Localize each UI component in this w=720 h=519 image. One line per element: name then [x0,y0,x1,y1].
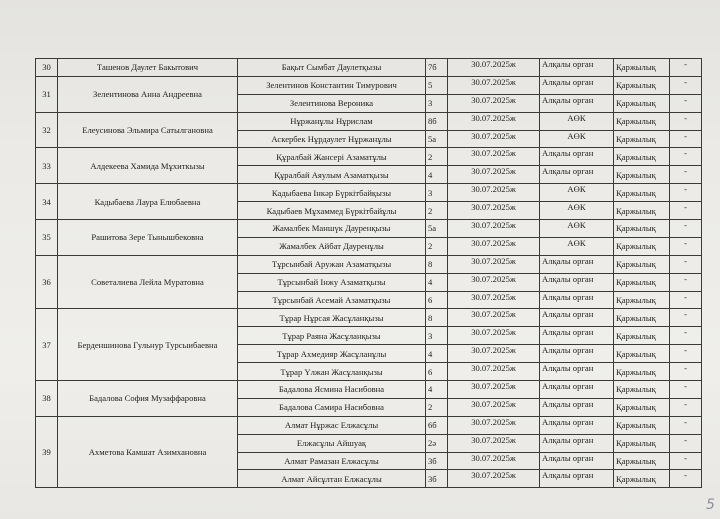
child-grade: 8 [426,309,448,327]
support-type: Қаржылық [614,184,670,202]
child-name: Тұрсынбай Інжу Азаматқызы [238,273,426,291]
note-cell: - [670,273,702,291]
table-row [36,381,702,399]
support-type: Қаржылық [614,76,670,94]
row-number: 37 [36,309,58,381]
date-cell: 30.07.2025ж [448,255,540,273]
organ-cell: Алқалы орган [540,166,614,184]
child-name: Бадалова Самира Насибовна [238,398,426,416]
child-name: Зелентинова Вероника [238,94,426,112]
date-cell: 30.07.2025ж [448,184,540,202]
parent-name: Елеусинова Эльмира Сатылгановна [58,112,238,148]
note-cell: - [670,166,702,184]
support-type: Қаржылық [614,130,670,148]
support-type: Қаржылық [614,363,670,381]
row-number: 34 [36,184,58,220]
child-grade: 5 [426,76,448,94]
note-cell: - [670,381,702,399]
child-name: Тұрсынбай Асемай Азаматқызы [238,291,426,309]
child-name: Құралбай Жансері Азаматұлы [238,148,426,166]
note-cell: - [670,291,702,309]
note-cell: - [670,398,702,416]
organ-cell: АӨК [540,237,614,255]
child-grade: 6б [426,416,448,434]
table-body [36,59,702,488]
date-cell: 30.07.2025ж [448,381,540,399]
support-type: Қаржылық [614,345,670,363]
child-grade: 3 [426,184,448,202]
organ-cell: Алқалы орган [540,452,614,470]
child-grade: 8 [426,255,448,273]
date-cell: 30.07.2025ж [448,76,540,94]
date-cell: 30.07.2025ж [448,202,540,220]
child-name: Тұрар Нұрсая Жасұланқызы [238,309,426,327]
organ-cell: Алқалы орган [540,416,614,434]
organ-cell: Алқалы орган [540,398,614,416]
table-row [36,220,702,238]
parent-name: Зелентинова Анна Андреевна [58,76,238,112]
date-cell: 30.07.2025ж [448,220,540,238]
child-name: Кадыбаева Інкәр Бүркітбайқызы [238,184,426,202]
date-cell: 30.07.2025ж [448,416,540,434]
child-grade: 3 [426,94,448,112]
organ-cell: АӨК [540,202,614,220]
child-name: Алмат Айсұлтан Елжасұлы [238,470,426,488]
child-name: Бадалова Ясмина Насибовна [238,381,426,399]
date-cell: 30.07.2025ж [448,291,540,309]
row-number: 31 [36,76,58,112]
date-cell: 30.07.2025ж [448,237,540,255]
note-cell: - [670,470,702,488]
child-grade: 2ә [426,434,448,452]
note-cell: - [670,94,702,112]
date-cell: 30.07.2025ж [448,470,540,488]
child-grade: 6 [426,291,448,309]
date-cell: 30.07.2025ж [448,363,540,381]
row-number: 36 [36,255,58,309]
note-cell: - [670,363,702,381]
note-cell: - [670,130,702,148]
date-cell: 30.07.2025ж [448,59,540,77]
child-grade: 4 [426,273,448,291]
child-grade: 7б [426,59,448,77]
child-grade: 2 [426,202,448,220]
table-row [36,255,702,273]
organ-cell: Алқалы орган [540,470,614,488]
parent-name: Кадыбаева Лаура Елюбаевна [58,184,238,220]
note-cell: - [670,76,702,94]
date-cell: 30.07.2025ж [448,327,540,345]
organ-cell: Алқалы орган [540,434,614,452]
note-cell: - [670,345,702,363]
support-type: Қаржылық [614,148,670,166]
support-type: Қаржылық [614,381,670,399]
note-cell: - [670,220,702,238]
row-number: 30 [36,59,58,77]
date-cell: 30.07.2025ж [448,452,540,470]
organ-cell: Алқалы орган [540,148,614,166]
child-name: Жамалбек Айбат Дауренұлы [238,237,426,255]
child-grade: 8б [426,112,448,130]
table-row [36,59,702,77]
support-type: Қаржылық [614,255,670,273]
support-type: Қаржылық [614,112,670,130]
note-cell: - [670,148,702,166]
note-cell: - [670,327,702,345]
note-cell: - [670,59,702,77]
child-grade: 5а [426,220,448,238]
date-cell: 30.07.2025ж [448,309,540,327]
child-grade: 2 [426,398,448,416]
note-cell: - [670,416,702,434]
child-name: Нұржанұлы Нұрислам [238,112,426,130]
support-type: Қаржылық [614,398,670,416]
row-number: 33 [36,148,58,184]
date-cell: 30.07.2025ж [448,130,540,148]
child-grade: 3б [426,470,448,488]
support-type: Қаржылық [614,470,670,488]
table-row [36,148,702,166]
table-row [36,184,702,202]
child-grade: 6 [426,363,448,381]
support-type: Қаржылық [614,273,670,291]
organ-cell: Алқалы орган [540,59,614,77]
note-cell: - [670,452,702,470]
organ-cell: АӨК [540,220,614,238]
child-name: Тұрар Раяна Жасұланқызы [238,327,426,345]
date-cell: 30.07.2025ж [448,345,540,363]
note-cell: - [670,202,702,220]
note-cell: - [670,184,702,202]
support-type: Қаржылық [614,59,670,77]
child-name: Алмат Рамазан Елжасұлы [238,452,426,470]
child-name: Кадыбаев Мұхаммед Бүркітбайұлы [238,202,426,220]
support-type: Қаржылық [614,202,670,220]
date-cell: 30.07.2025ж [448,273,540,291]
organ-cell: Алқалы орган [540,291,614,309]
child-grade: 3 [426,327,448,345]
organ-cell: АӨК [540,130,614,148]
table-row [36,309,702,327]
child-name: Елжасұлы Айшуақ [238,434,426,452]
date-cell: 30.07.2025ж [448,166,540,184]
table-row [36,416,702,434]
child-name: Тұрар Ахмедияр Жасұланұлы [238,345,426,363]
note-cell: - [670,112,702,130]
child-name: Аскербек Нұрдаулет Нұржанұлы [238,130,426,148]
support-type: Қаржылық [614,452,670,470]
parent-name: Советалиева Лейла Муратовна [58,255,238,309]
organ-cell: Алқалы орган [540,255,614,273]
date-cell: 30.07.2025ж [448,148,540,166]
parent-name: Ташенов Даулет Бакытович [58,59,238,77]
child-name: Құралбай Аяулым Азаматқызы [238,166,426,184]
child-name: Тұрар Үлжан Жасұланқызы [238,363,426,381]
child-grade: 5а [426,130,448,148]
support-type: Қаржылық [614,327,670,345]
families-table [35,58,702,488]
organ-cell: Алқалы орган [540,345,614,363]
child-grade: 3б [426,452,448,470]
organ-cell: Алқалы орган [540,363,614,381]
parent-name: Ахметова Камшат Азимхановна [58,416,238,488]
organ-cell: Алқалы орган [540,381,614,399]
support-type: Қаржылық [614,94,670,112]
table-row [36,76,702,94]
parent-name: Берденшинова Гульнур Турсыибаевна [58,309,238,381]
support-type: Қаржылық [614,309,670,327]
organ-cell: Алқалы орган [540,309,614,327]
note-cell: - [670,434,702,452]
page-number-mark: 5 [706,497,715,513]
child-name: Бақыт Сымбат Даулетқызы [238,59,426,77]
organ-cell: АӨК [540,112,614,130]
parent-name: Рашитова Зере Тынышбековна [58,220,238,256]
child-grade: 2 [426,237,448,255]
child-grade: 4 [426,166,448,184]
support-type: Қаржылық [614,237,670,255]
support-type: Қаржылық [614,291,670,309]
support-type: Қаржылық [614,220,670,238]
organ-cell: Алқалы орган [540,94,614,112]
organ-cell: Алқалы орган [540,327,614,345]
organ-cell: АӨК [540,184,614,202]
date-cell: 30.07.2025ж [448,94,540,112]
row-number: 39 [36,416,58,488]
support-type: Қаржылық [614,416,670,434]
row-number: 38 [36,381,58,417]
child-grade: 2 [426,148,448,166]
child-name: Алмат Нұржас Елжасұлы [238,416,426,434]
note-cell: - [670,255,702,273]
row-number: 35 [36,220,58,256]
date-cell: 30.07.2025ж [448,112,540,130]
child-name: Жамалбек Маншүк Дауренқызы [238,220,426,238]
support-type: Қаржылық [614,434,670,452]
row-number: 32 [36,112,58,148]
note-cell: - [670,309,702,327]
support-type: Қаржылық [614,166,670,184]
note-cell: - [670,237,702,255]
date-cell: 30.07.2025ж [448,398,540,416]
child-grade: 4 [426,381,448,399]
child-name: Зелентинов Константин Тимурович [238,76,426,94]
table-row [36,112,702,130]
organ-cell: Алқалы орган [540,76,614,94]
child-grade: 4 [426,345,448,363]
parent-name: Алдекеева Хамида Мұхиткызы [58,148,238,184]
organ-cell: Алқалы орган [540,273,614,291]
child-name: Тұрсынбай Аружан Азаматқызы [238,255,426,273]
date-cell: 30.07.2025ж [448,434,540,452]
parent-name: Бадалова София Музаффаровна [58,381,238,417]
